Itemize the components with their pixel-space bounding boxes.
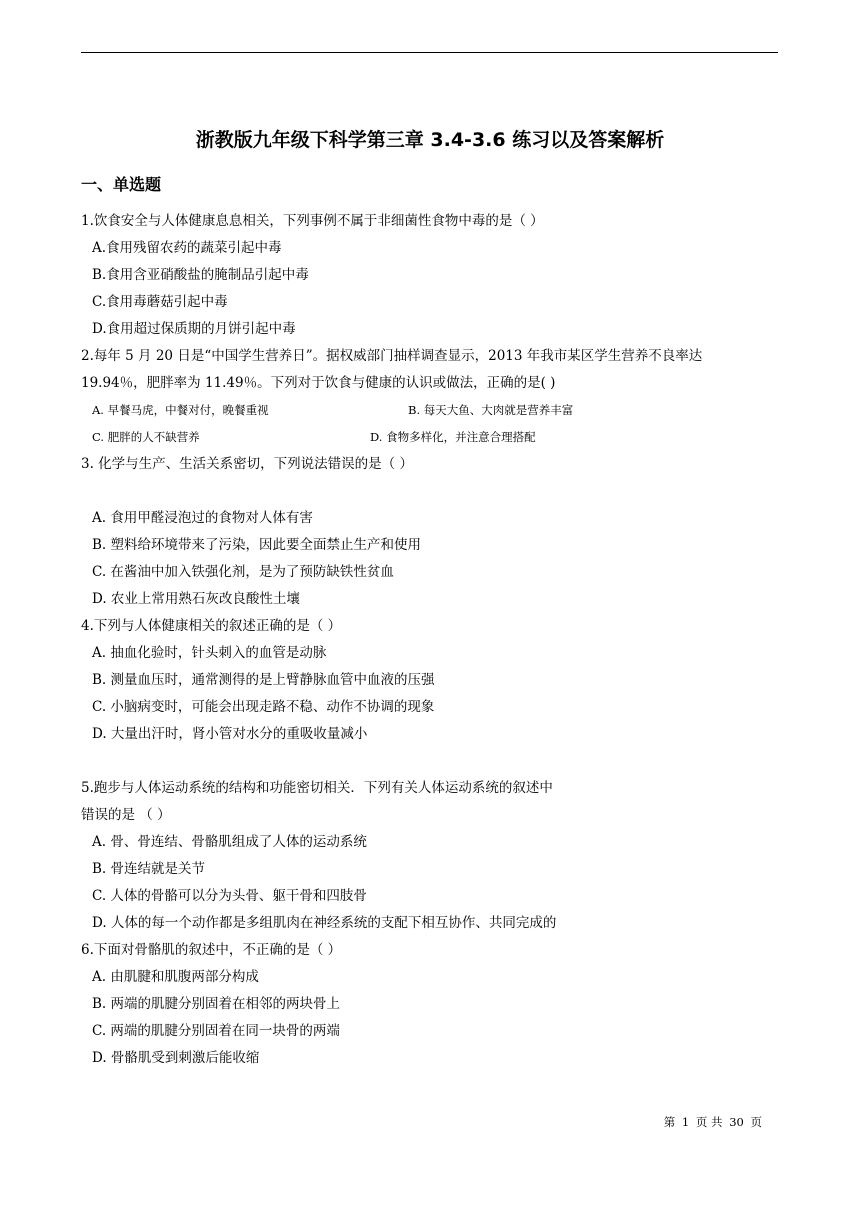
page-indicator [600,1113,762,1131]
question-2-option-c: C. 肥胖的人不缺营养 [92,430,200,444]
current-page-number: 1 [681,1115,690,1129]
question-3-option-a: A. 食用甲醛浸泡过的食物对人体有害 [92,510,313,526]
question-2-option-a: A. 早餐马虎，中餐对付，晚餐重视 [92,403,269,417]
question-1-stem: 1.饮食安全与人体健康息息相关，下列事例不属于非细菌性食物中毒的是（ ） [81,213,544,229]
question-5-option-b: B. 骨连结就是关节 [92,861,206,877]
question-5-option-a: A. 骨、骨连结、骨骼肌组成了人体的运动系统 [92,834,367,850]
question-6-option-c: C. 两端的肌腱分别固着在同一块骨的两端 [92,1023,340,1039]
header-rule [81,52,778,53]
question-1-option-a: A.食用残留农药的蔬菜引起中毒 [92,240,282,256]
question-6-stem: 6.下面对骨骼肌的叙述中，不正确的是（ ） [81,942,342,958]
question-1-option-b: B.食用含亚硝酸盐的腌制品引起中毒 [92,267,309,283]
question-5-stem-line-1: 5.跑步与人体运动系统的结构和功能密切相关．下列有关人体运动系统的叙述中 [81,780,553,796]
question-2-option-d: D. 食物多样化，并注意合理搭配 [370,430,536,444]
question-3-stem: 3. 化学与生产、生活关系密切，下列说法错误的是（ ） [81,456,413,472]
question-5-stem-line-2: 错误的是 （ ） [81,807,171,823]
page-label-prefix: 第 [663,1115,676,1129]
total-page-count: 30 [729,1115,744,1129]
question-4-option-c: C. 小脑病变时，可能会出现走路不稳、动作不协调的现象 [92,699,435,715]
question-4-option-b: B. 测量血压时，通常测得的是上臂静脉血管中血液的压强 [92,672,435,688]
question-3-option-d: D. 农业上常用熟石灰改良酸性土壤 [92,591,300,607]
question-2-stem-line-1: 2.每年 5 月 20 日是“中国学生营养日”。据权威部门抽样调查显示，2013 年我市某区学生营养不良率达 [81,348,703,364]
question-1-option-c: C.食用毒蘑菇引起中毒 [92,294,228,310]
question-2-stem-line-2: 19.94％，肥胖率为 11.49％。下列对于饮食与健康的认识或做法，正确的是( ) [81,375,556,391]
question-3-option-b: B. 塑料给环境带来了污染，因此要全面禁止生产和使用 [92,537,422,553]
question-5-option-c: C. 人体的骨骼可以分为头骨、躯干骨和四肢骨 [92,888,367,904]
question-4-option-d: D. 大量出汗时，肾小管对水分的重吸收量减小 [92,726,368,742]
document-title: 浙教版九年级下科学第三章 3.4-3.6 练习以及答案解析 [195,129,665,151]
question-5-option-d: D. 人体的每一个动作都是多组肌肉在神经系统的支配下相互协作、共同完成的 [92,915,557,931]
section-heading: 一、单选题 [81,175,162,194]
question-6-option-a: A. 由肌腱和肌腹两部分构成 [92,969,259,985]
question-6-option-b: B. 两端的肌腱分别固着在相邻的两块骨上 [92,996,341,1012]
page-label-mid: 页 共 [695,1115,723,1129]
question-4-stem: 4.下列与人体健康相关的叙述正确的是（ ） [81,618,342,634]
page-label-suffix: 页 [750,1115,762,1129]
question-2-option-b: B. 每天大鱼、大肉就是营养丰富 [408,403,574,417]
question-1-option-d: D.食用超过保质期的月饼引起中毒 [92,321,296,337]
question-3-option-c: C. 在酱油中加入铁强化剂，是为了预防缺铁性贫血 [92,564,394,580]
question-4-option-a: A. 抽血化验时，针头刺入的血管是动脉 [92,645,327,661]
question-6-option-d: D. 骨骼肌受到刺激后能收缩 [92,1050,260,1066]
